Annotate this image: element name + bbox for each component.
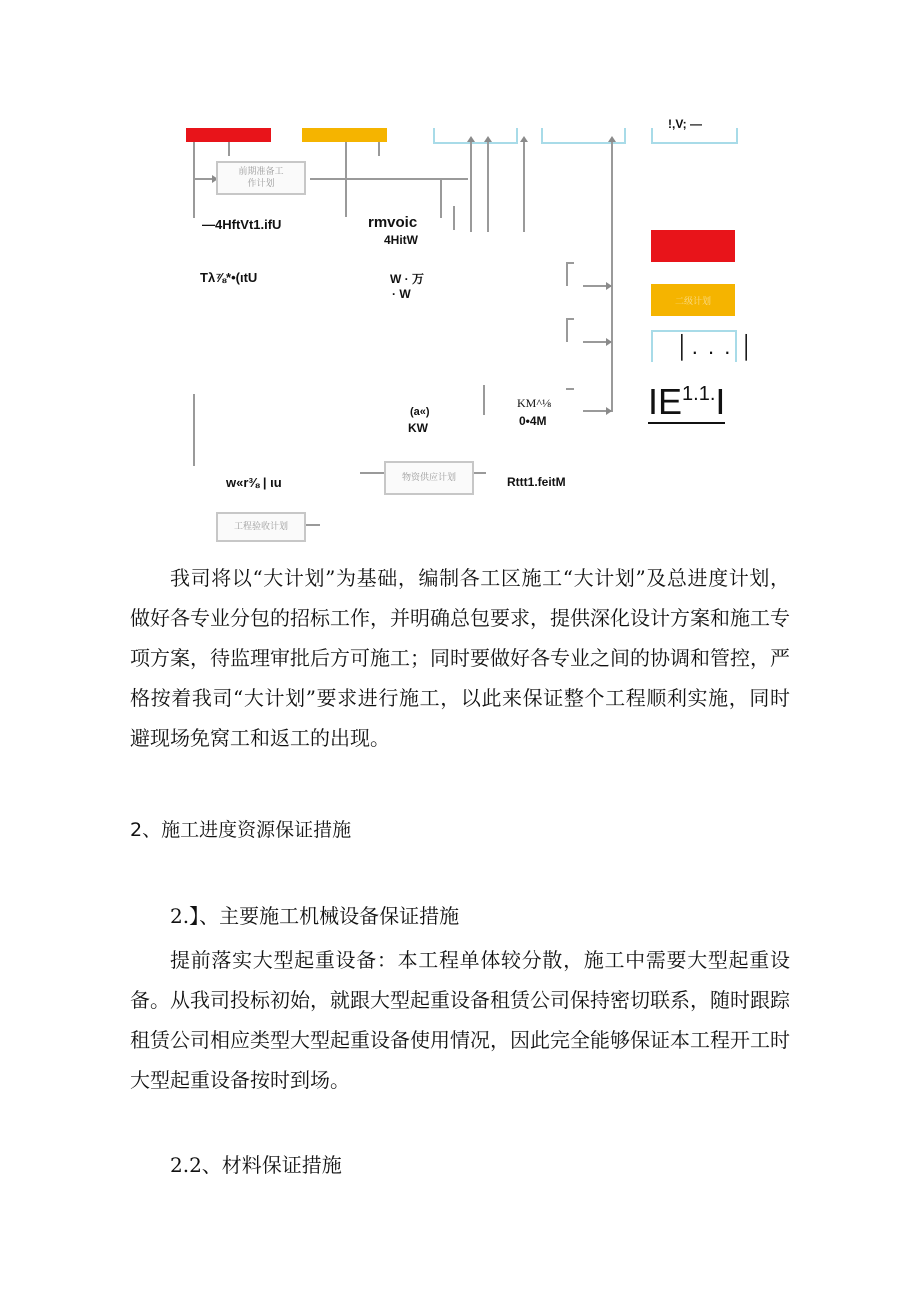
legend-dots: │. . . │	[676, 334, 757, 359]
ocr-top-right: !,V; —	[668, 117, 703, 131]
connector	[360, 472, 384, 474]
diagram-label-1: —4HftVt1.ifU	[202, 217, 282, 232]
section-2-2-heading: 2.2、材料保证措施	[170, 1153, 342, 1177]
connector	[566, 318, 568, 342]
arrow-right	[606, 407, 612, 415]
legend-big-end: I	[715, 381, 726, 422]
connector	[566, 262, 568, 286]
paragraph-equipment	[130, 940, 790, 1100]
arrow-up	[520, 136, 528, 142]
arrow-up	[467, 136, 475, 142]
connector	[474, 472, 486, 474]
top-cyan-box-1	[433, 128, 518, 144]
arrow-right	[606, 282, 612, 290]
connector	[306, 524, 320, 526]
top-red-box	[186, 128, 271, 142]
connector	[566, 388, 574, 390]
connector	[611, 142, 613, 412]
connector	[440, 178, 442, 218]
paragraph-equipment-text: 提前落实大型起重设备：本工程单体较分散，施工中需要大型起重设备。从我司投标初始，就跟大型起重设备租赁公司保持密切联系，随时跟踪租赁公司相应类型大型起重设备使用情况，因此完全能够保证本工程开工时大型起重设备按时到场。	[130, 948, 790, 1092]
box-prep-plan	[216, 161, 306, 195]
arrow-right	[606, 338, 612, 346]
diagram-label-9: KM^⅛	[517, 396, 551, 410]
box-prep-plan-label: 前期准备工作计划	[238, 167, 284, 189]
box-material-plan	[384, 461, 474, 495]
connector	[453, 206, 455, 230]
diagram-label-8: KW	[408, 421, 428, 435]
box-accept-plan-label: 工程验收计划	[233, 522, 288, 532]
legend-big-text: IE	[648, 381, 683, 422]
connector	[378, 142, 380, 156]
connector	[193, 394, 195, 466]
diagram-label-7: (a«)	[410, 406, 430, 418]
connector	[470, 142, 472, 232]
box-accept-plan	[216, 512, 306, 542]
legend-red-box	[651, 230, 735, 262]
diagram-label-12: Rttt1.feitM	[507, 475, 566, 489]
top-yellow-box	[302, 128, 387, 142]
section-2-heading: 2、施工进度资源保证措施	[130, 819, 352, 841]
paragraph-plan-text: 我司将以“大计划”为基础，编制各工区施工“大计划”及总进度计划，做好各专业分包的招标工作，并明确总包要求，提供深化设计方案和施工专项方案，待监理审批后方可施工；同时要做好各专业之间的协调和管控，严格按着我司“大计划”要求进行施工，以此来保证整个工程顺利实施，同时避现场免窝工和返工的出现。	[130, 566, 790, 750]
connector	[523, 142, 525, 232]
connector	[566, 318, 574, 320]
legend-yellow-label: 二级计划	[674, 296, 711, 307]
connector	[310, 178, 468, 180]
arrow-up	[608, 136, 616, 142]
legend-yellow-box	[651, 284, 735, 316]
diagram-label-4: Tλ⅞*•(ιtU	[200, 270, 258, 285]
box-material-plan-label: 物资供应计划	[401, 473, 456, 483]
diagram-label-2: rmvoic	[368, 214, 418, 231]
connector	[483, 385, 485, 415]
diagram-label-6: · W	[392, 287, 411, 301]
section-2-1-heading: 2.】、主要施工机械设备保证措施	[170, 904, 460, 928]
diagram-label-5: W · 万	[390, 272, 424, 286]
diagram-label-3: 4HitW	[384, 233, 418, 247]
legend-big-label	[648, 374, 725, 424]
connector	[566, 262, 574, 264]
connector	[228, 142, 230, 156]
diagram-label-11: w«r⅜ | ιu	[226, 475, 282, 490]
plan-diagram	[0, 0, 920, 560]
arrow-up	[484, 136, 492, 142]
diagram-label-10: 0•4M	[519, 414, 547, 428]
legend-big-sup: 1.1.	[682, 383, 716, 405]
connector	[193, 142, 195, 218]
connector	[487, 142, 489, 232]
paragraph-plan	[130, 558, 790, 758]
